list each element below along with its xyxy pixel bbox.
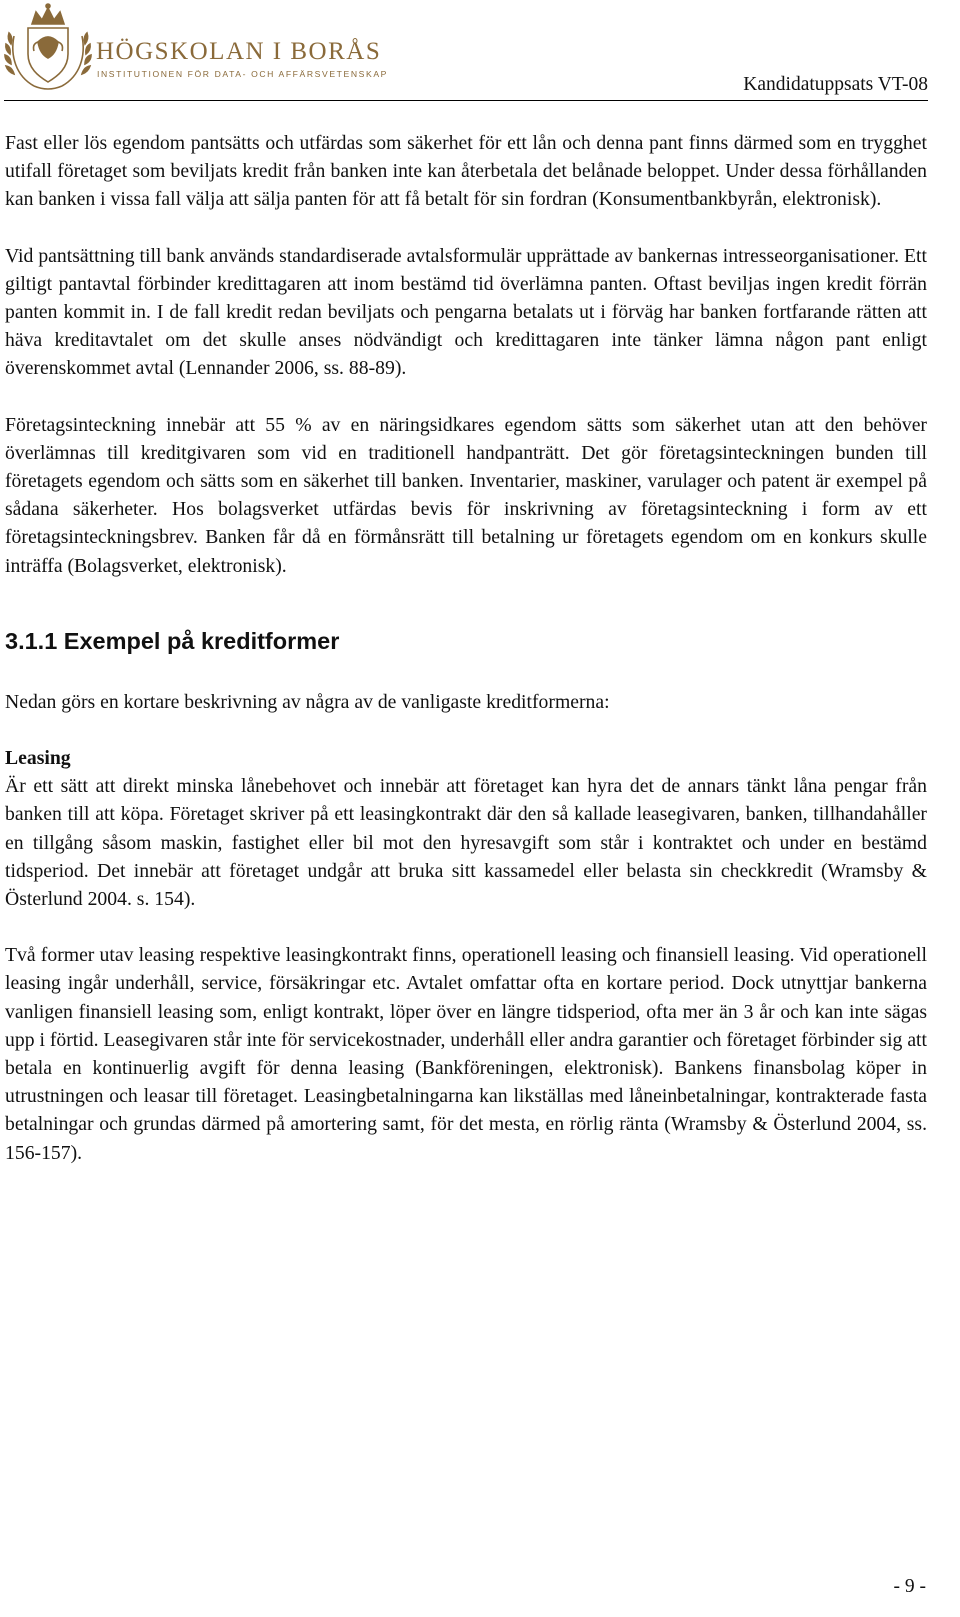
- section-spacer: [5, 656, 927, 688]
- section-intro: Nedan görs en kortare beskrivning av några av de vanligaste kreditformerna:: [5, 690, 610, 713]
- header-divider: [4, 100, 928, 101]
- institution-name: HÖGSKOLAN I BORÅS: [96, 38, 382, 65]
- institution-logo: [4, 2, 394, 92]
- paragraph-spacer: [5, 716, 927, 744]
- page-number: - 9 -: [893, 1576, 926, 1597]
- page-header: [0, 0, 960, 108]
- document-body: [5, 129, 927, 1167]
- term-heading-leasing: Leasing: [5, 747, 71, 770]
- paragraph-pledge-security: Fast eller lös egendom pantsätts och utfärdas som säkerhet för ett lån och denna pant finns därmed som en trygghet utifall företaget som beviljats kredit från banken inte kan återbetala det belånade beloppet. Under dessa förhållanden kan banken i vissa fall välja att sälja panten för att få betalt för sin fordran (Konsumentbankbyrån, elektronisk).: [5, 132, 927, 211]
- paragraph-leasing-definition: Är ett sätt att direkt minska lånebehovet och innebär att företaget kan hyra det de annars tänkt låna pengar från banken till att köpa. Företaget skriver på ett leasingkontrakt där den så kallade leasegivaren, banken, tillhandahåller en tillgång såsom maskin, fastighet eller bil mot den hyresavgift som står i kontraktet och under en bestämd tidsperiod. Det innebär att företaget undgår att bruka sitt kassamedel eller belasta sin checkkredit (Wramsby & Österlund 2004. s. 154).: [5, 775, 927, 911]
- paragraph-business-mortgage: Företagsinteckning innebär att 55 % av en näringsidkares egendom sätts som säkerhet utan att den behöver överlämnas till kreditgivaren som vid en traditionell handpanträtt. Det gör företagsinteckningen bunden till företagets egendom och sätts som en säkerhet till banken. Inventarier, maskiner, varulager och patent är exempel på sådana säkerheter. Hos bolagsverket utfärdas bevis för inskrivning av företagsinteckning i form av ett företagsinteckningsbrev. Banken får då en förmånsrätt till betalning ur företagets egendom om en konkurs skulle inträffa (Bolagsverket, elektronisk).: [5, 413, 927, 577]
- paragraph-spacer: [5, 913, 927, 941]
- crest-emblem-icon: [4, 2, 92, 94]
- paragraph-spacer: [5, 383, 927, 411]
- paragraph-bank-pledge: Vid pantsättning till bank används standardiserade avtalsformulär upprättade av bankernas intresseorganisationer. Ett giltigt pantavtal förbinder kredittagaren att inom bestämd tid överlämna panten. Oftast beviljas ingen kredit förrän panten kommit in. I de fall kredit redan beviljats och pengarna betalats ut i förväg har banken fortfarande rätten att häva kreditavtalet om det skulle anses nödvändigt och kredittagaren inte tänker lämna någon pant enligt överenskommet avtal (Lennander 2006, ss. 88-89).: [5, 244, 927, 380]
- paragraph-leasing-forms: Två former utav leasing respektive leasingkontrakt finns, operationell leasing och finansiell leasing. Vid operationell leasing ingår underhåll, service, försäkringar etc. Avtalet omfattar ofta en kortare period. Dock utnyttjar bankerna vanligen finansiell leasing som, enligt kontrakt, löper över en längre tidsperiod, ofta mer än 3 år och kan inte sägas upp i förtid. Leasegivaren står inte för servicekostnader, underhåll eller andra garantier och företaget förbinder sig att betala en kontinuerlig avgift för denna leasing (Bankföreningen, elektronisk). Bankens finansbolag köper in utrustningen och leasar till företaget. Leasingbetalningarna kan likställas med låneinbetalningar, kontrakterade fasta betalningar och grundas därmed på amortering samt, för det mesta, en rörlig ränta (Wramsby & Österlund 2004, ss. 156-157).: [5, 944, 927, 1164]
- running-title: Kandidatuppsats VT-08: [743, 74, 928, 95]
- institution-subtitle: INSTITUTIONEN FÖR DATA- OCH AFFÄRSVETENSKAP: [97, 69, 388, 79]
- paragraph-spacer: [5, 214, 927, 242]
- section-heading: 3.1.1 Exempel på kreditformer: [5, 627, 340, 654]
- section-spacer: [5, 580, 927, 626]
